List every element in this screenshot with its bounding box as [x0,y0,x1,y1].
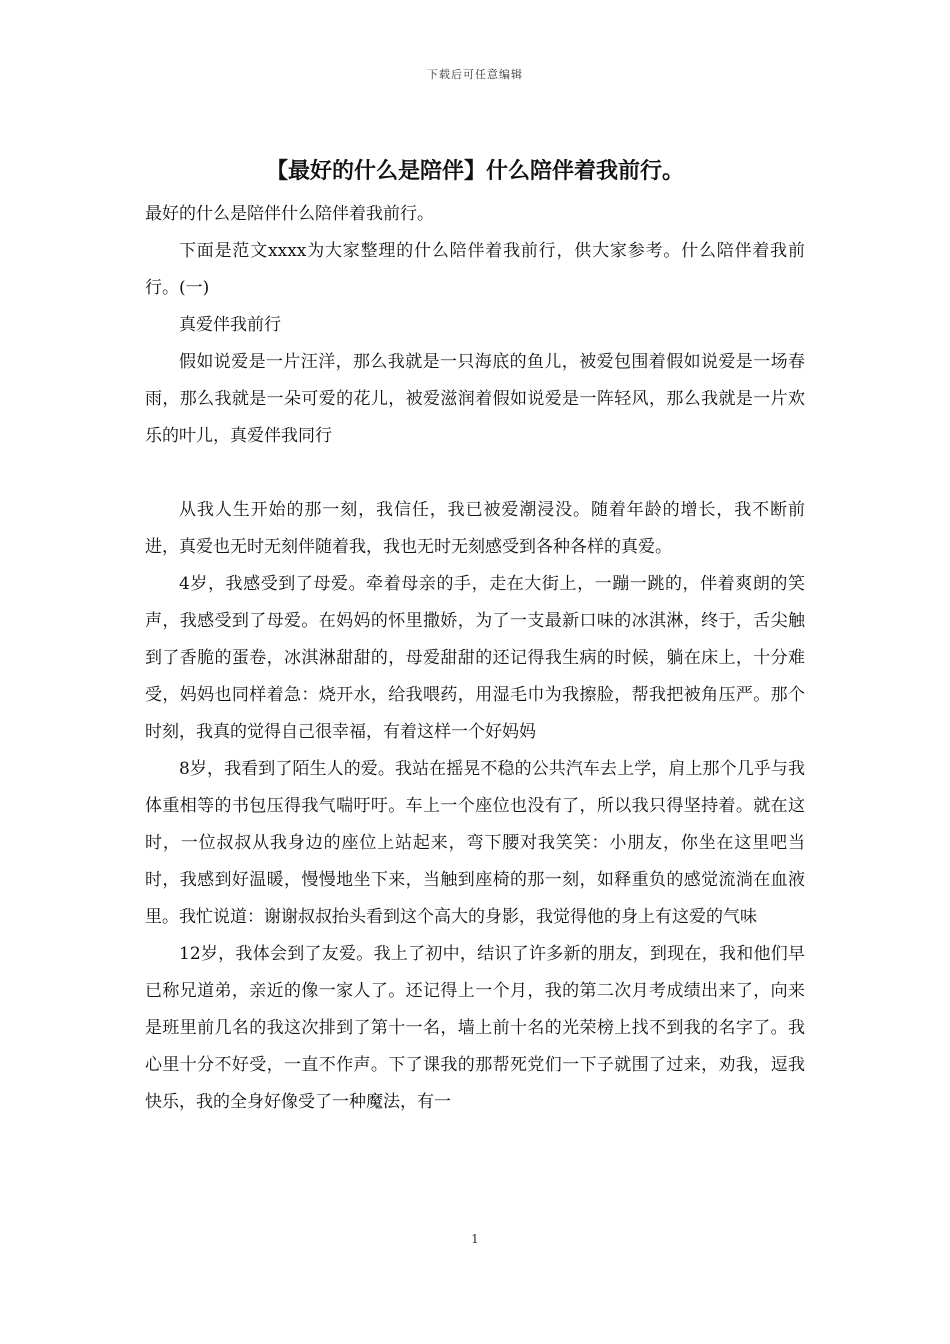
paragraph-subtitle: 最好的什么是陪伴什么陪伴着我前行。 [145,204,434,224]
paragraph-body: 4岁，我感受到了母爱。牵着母亲的手，走在大街上，一蹦一跳的，伴着爽朗的笑声，我感受到了母爱。在妈妈的怀里撒娇，为了一支最新口味的冰淇淋，终于，舌尖触到了香脆的蛋卷，冰淇淋甜甜的，母爱甜甜的还记得我生病的时候，躺在床上，十分难受，妈妈也同样着急：烧开水，给我喂药，用湿毛巾为我擦脸，帮我把被角压严。那个时刻，我真的觉得自己很幸福，有着这样一个好妈妈 [145,574,805,742]
paragraph-body: 12岁，我体会到了友爱。我上了初中，结识了许多新的朋友，到现在，我和他们早已称兄道弟，亲近的像一家人了。还记得上一个月，我的第二次月考成绩出来了，向来是班里前几名的我这次排到了第十一名，墙上前十名的光荣榜上找不到我的名字了。我心里十分不好受，一直不作声。下了课我的那帮死党们一下子就围了过来，劝我，逗我快乐，我的全身好像受了一种魔法，有一 [145,944,805,1112]
paragraph-body: 从我人生开始的那一刻，我信任，我已被爱潮浸没。随着年龄的增长，我不断前进，真爱也无时无刻伴随着我，我也无时无刻感受到各种各样的真爱。 [145,500,805,557]
paragraph-heading: 真爱伴我前行 [179,315,281,335]
page-number: 1 [471,1232,479,1246]
header-note: 下载后可任意编辑 [427,68,523,81]
document-title: 【最好的什么是陪伴】什么陪伴着我前行。 [265,159,684,184]
paragraph-intro: 下面是范文xxxx为大家整理的什么陪伴着我前行，供大家参考。什么陪伴着我前行。(一) [145,241,805,298]
document-body [145,196,805,1121]
paragraph-body: 假如说爱是一片汪洋，那么我就是一只海底的鱼儿，被爱包围着假如说爱是一场春雨，那么我就是一朵可爱的花儿，被爱滋润着假如说爱是一阵轻风，那么我就是一片欢乐的叶儿，真爱伴我同行 [145,352,805,446]
paragraph-body: 8岁，我看到了陌生人的爱。我站在摇晃不稳的公共汽车去上学，肩上那个几乎与我体重相等的书包压得我气喘吁吁。车上一个座位也没有了，所以我只得坚持着。就在这时，一位叔叔从我身边的座位上站起来，弯下腰对我笑笑：小朋友，你坐在这里吧当时，我感到好温暖，慢慢地坐下来，当触到座椅的那一刻，如释重负的感觉流淌在血液里。我忙说道：谢谢叔叔抬头看到这个高大的身影，我觉得他的身上有这爱的气味 [145,759,805,927]
